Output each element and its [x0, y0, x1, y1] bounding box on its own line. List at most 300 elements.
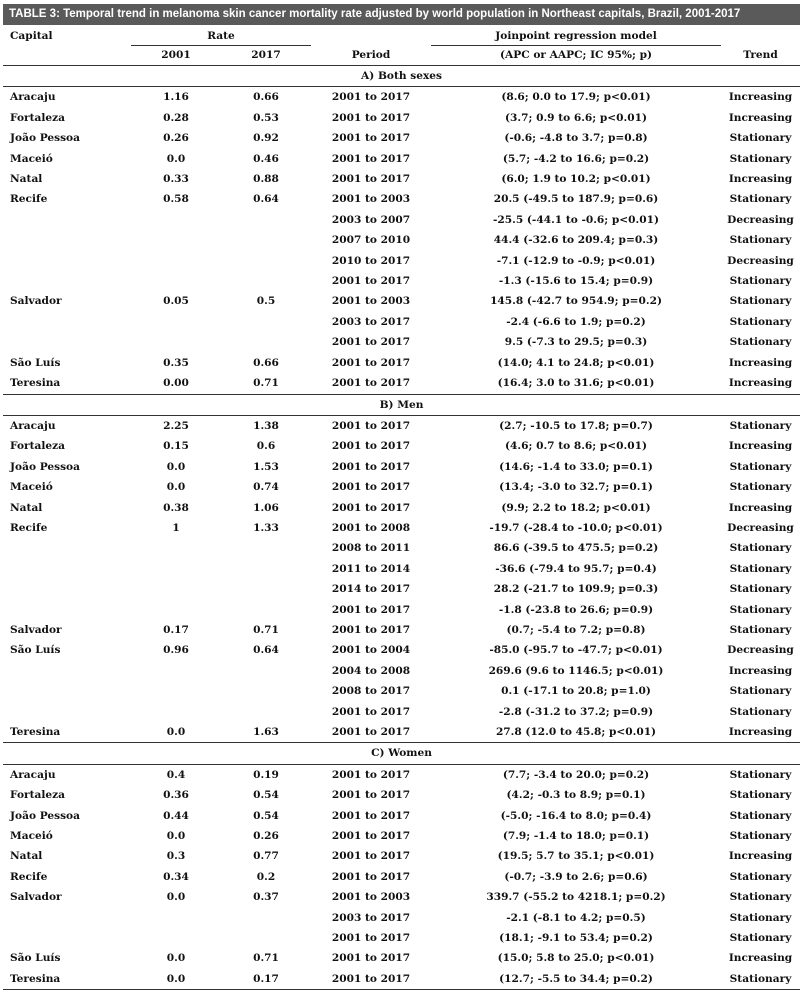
cell-rate-2001 [131, 908, 221, 928]
cell-period: 2001 to 2017 [331, 91, 411, 104]
table-row [3, 457, 800, 477]
cell-trend: Stationary [721, 969, 800, 990]
cell-rate-2017 [221, 271, 311, 291]
table-row [3, 332, 800, 352]
cell-rate-2001 [131, 271, 221, 291]
cell-period: 2001 to 2017 [331, 501, 411, 514]
cell-capital [3, 681, 131, 701]
header-apc: (APC or AAPC; IC 95%; p) [431, 46, 721, 66]
cell-rate-2001: 1.16 [163, 91, 189, 104]
cell-rate-2001: 0.0 [166, 460, 186, 473]
cell-capital [3, 210, 131, 230]
table-row [3, 702, 800, 722]
cell-rate-2017: 0.71 [253, 952, 279, 965]
cell-trend: Stationary [729, 542, 792, 555]
cell-rate-2001: 0.33 [163, 173, 189, 186]
table-row [3, 477, 800, 497]
cell-rate-2001: 0.36 [163, 789, 189, 802]
cell-trend: Stationary [729, 193, 792, 206]
cell-rate-2001: 0.44 [163, 809, 189, 822]
cell-rate-2017 [221, 908, 311, 928]
cell-trend: Stationary [729, 911, 792, 924]
cell-rate-2001: 0.38 [163, 501, 189, 514]
table-row [3, 785, 800, 805]
cell-rate-2001 [131, 600, 221, 620]
cell-apc: 145.8 (-42.7 to 954.9; p=0.2) [490, 295, 662, 308]
table-row [3, 826, 800, 846]
cell-capital: Salvador [10, 295, 62, 308]
cell-apc: (-0.7; -3.9 to 2.6; p=0.6) [504, 870, 648, 883]
cell-capital [3, 661, 131, 681]
cell-period: 2001 to 2017 [331, 152, 411, 165]
cell-apc: -7.1 (-12.9 to -0.9; p<0.01) [496, 254, 656, 267]
cell-capital [3, 579, 131, 599]
cell-rate-2017 [221, 559, 311, 579]
cell-rate-2017: 0.77 [253, 850, 279, 863]
table-row [3, 149, 800, 169]
cell-trend: Increasing [728, 850, 793, 863]
cell-period: 2001 to 2017 [331, 952, 411, 965]
cell-period: 2001 to 2017 [331, 481, 411, 494]
cell-rate-2001: 0.0 [131, 969, 221, 990]
cell-capital: Fortaleza [10, 789, 65, 802]
cell-apc: (-0.6; -4.8 to 3.7; p=0.8) [504, 132, 648, 145]
cell-rate-2017: 0.54 [253, 789, 279, 802]
cell-trend: Increasing [728, 952, 793, 965]
cell-apc: -25.5 (-44.1 to -0.6; p<0.01) [493, 213, 659, 226]
cell-apc: 339.7 (-55.2 to 4218.1; p=0.2) [486, 891, 666, 904]
header-trend: Trend [721, 46, 800, 66]
cell-capital: Teresina [3, 969, 131, 990]
cell-capital: Salvador [10, 891, 62, 904]
cell-rate-2017 [221, 681, 311, 701]
cell-rate-2017 [221, 579, 311, 599]
cell-capital: João Pessoa [10, 132, 80, 145]
cell-period: 2003 to 2007 [331, 213, 411, 226]
cell-period: 2001 to 2017 [331, 830, 411, 843]
cell-capital: São Luís [10, 952, 61, 965]
cell-trend: Stationary [729, 481, 792, 494]
mortality-trend-table [3, 27, 800, 990]
table-row [3, 108, 800, 128]
cell-capital: Natal [10, 501, 43, 514]
cell-period: 2001 to 2017 [331, 726, 411, 738]
cell-period: 2001 to 2017 [331, 870, 411, 883]
table-row [3, 169, 800, 189]
cell-period: 2001 to 2004 [331, 644, 411, 657]
cell-capital: Recife [10, 193, 48, 206]
table-row [3, 559, 800, 579]
cell-rate-2017: 0.54 [253, 809, 279, 822]
cell-period: 2001 to 2017 [331, 705, 411, 718]
cell-capital [3, 312, 131, 332]
cell-rate-2017: 0.71 [253, 377, 279, 390]
cell-trend: Decreasing [727, 254, 794, 267]
cell-period: 2008 to 2017 [331, 685, 411, 698]
cell-period: 2010 to 2017 [331, 254, 411, 267]
table-row [3, 969, 800, 990]
cell-capital [3, 559, 131, 579]
cell-rate-2001: 0.34 [163, 870, 189, 883]
cell-rate-2001: 0.3 [166, 850, 186, 863]
cell-rate-2001: 0.35 [163, 356, 189, 369]
cell-rate-2001 [131, 579, 221, 599]
table-row [3, 928, 800, 948]
cell-period: 2008 to 2011 [331, 542, 411, 555]
cell-capital: Fortaleza [10, 440, 65, 453]
cell-apc: -2.1 (-8.1 to 4.2; p=0.5) [506, 911, 646, 924]
cell-period: 2001 to 2017 [311, 969, 431, 990]
cell-trend: Stationary [729, 132, 792, 145]
table-body [3, 66, 800, 990]
table-row [3, 887, 800, 907]
cell-capital: Fortaleza [10, 111, 65, 124]
cell-trend: Stationary [729, 891, 792, 904]
cell-trend: Stationary [729, 623, 792, 636]
header-year-2017: 2017 [221, 46, 311, 66]
cell-apc: 86.6 (-39.5 to 475.5; p=0.2) [493, 542, 659, 555]
cell-capital [3, 928, 131, 948]
cell-period: 2001 to 2017 [331, 809, 411, 822]
cell-period: 2001 to 2003 [331, 891, 411, 904]
cell-period: 2001 to 2017 [331, 603, 411, 616]
cell-trend: Decreasing [727, 213, 794, 226]
table-row [3, 908, 800, 928]
section-label: A) Both sexes [3, 66, 800, 87]
cell-period: 2001 to 2017 [331, 132, 411, 145]
cell-rate-2017: 1.63 [253, 726, 279, 738]
cell-trend: Stationary [729, 234, 792, 247]
cell-period: 2003 to 2017 [331, 911, 411, 924]
cell-apc: 20.5 (-49.5 to 187.9; p=0.6) [493, 193, 659, 206]
cell-rate-2017: 0.17 [221, 969, 311, 990]
cell-trend: Stationary [729, 583, 792, 596]
table-row [3, 312, 800, 332]
cell-rate-2001 [131, 928, 221, 948]
cell-rate-2001 [131, 332, 221, 352]
cell-rate-2017: 0.19 [253, 768, 279, 781]
cell-apc: (13.4; -3.0 to 32.7; p=0.1) [499, 481, 653, 494]
cell-capital: Maceió [10, 152, 53, 165]
cell-trend: Increasing [728, 501, 793, 514]
cell-trend: Decreasing [727, 521, 794, 534]
cell-rate-2017: 0.88 [253, 173, 279, 186]
table-row [3, 373, 800, 394]
cell-rate-2017: 0.6 [256, 440, 276, 453]
cell-apc: (6.0; 1.9 to 10.2; p<0.01) [501, 173, 651, 186]
cell-apc: (3.7; 0.9 to 6.6; p<0.01) [505, 111, 647, 124]
cell-apc: (14.0; 4.1 to 24.8; p<0.01) [497, 356, 655, 369]
cell-rate-2017 [221, 251, 311, 271]
cell-period: 2001 to 2003 [331, 193, 411, 206]
cell-rate-2001: 0.15 [163, 440, 189, 453]
cell-trend: Stationary [729, 315, 792, 328]
table-row [3, 600, 800, 620]
cell-rate-2017 [221, 702, 311, 722]
cell-apc: (16.4; 3.0 to 31.6; p<0.01) [497, 377, 655, 390]
table-title: TABLE 3: Temporal trend in melanoma skin cancer mortality rate adjusted by world population in Northeast capitals, Brazil, 2001-2017 [3, 4, 800, 25]
cell-trend: Stationary [729, 830, 792, 843]
cell-capital [3, 538, 131, 558]
cell-capital: São Luís [10, 356, 61, 369]
cell-capital: Maceió [10, 481, 53, 494]
cell-rate-2001 [131, 230, 221, 250]
cell-rate-2001 [131, 681, 221, 701]
cell-rate-2001 [131, 312, 221, 332]
cell-rate-2017 [221, 928, 311, 948]
table-row [3, 722, 800, 743]
table-row [3, 640, 800, 660]
cell-trend: Increasing [728, 111, 793, 124]
cell-apc: 27.8 (12.0 to 45.8; p<0.01) [495, 726, 657, 738]
table-row [3, 87, 800, 108]
table-row [3, 681, 800, 701]
cell-rate-2001: 0.0 [166, 481, 186, 494]
cell-trend: Stationary [729, 870, 792, 883]
table-row [3, 210, 800, 230]
cell-apc: (9.9; 2.2 to 18.2; p<0.01) [501, 501, 651, 514]
cell-apc: -36.6 (-79.4 to 95.7; p=0.4) [495, 562, 657, 575]
cell-rate-2001: 0.96 [163, 644, 189, 657]
cell-apc: (15.0; 5.8 to 25.0; p<0.01) [497, 952, 655, 965]
cell-trend: Decreasing [727, 644, 794, 657]
cell-rate-2001: 2.25 [163, 419, 189, 432]
cell-capital [3, 271, 131, 291]
cell-trend: Increasing [728, 377, 793, 390]
section-header [3, 66, 800, 87]
cell-rate-2017: 1.38 [253, 419, 279, 432]
table-row [3, 230, 800, 250]
cell-rate-2017: 0.74 [253, 481, 279, 494]
cell-rate-2017: 0.2 [256, 870, 276, 883]
cell-rate-2017: 0.66 [253, 356, 279, 369]
cell-rate-2001 [131, 559, 221, 579]
cell-period: 2003 to 2017 [331, 315, 411, 328]
table-row [3, 846, 800, 866]
cell-rate-2017: 0.53 [253, 111, 279, 124]
cell-rate-2001: 0.0 [166, 952, 186, 965]
cell-period: 2001 to 2017 [331, 336, 411, 349]
cell-rate-2001: 0.58 [163, 193, 189, 206]
cell-period: 2001 to 2017 [331, 850, 411, 863]
cell-trend: Stationary [729, 152, 792, 165]
cell-period: 2001 to 2017 [331, 275, 411, 288]
table-row [3, 948, 800, 968]
cell-capital: Salvador [10, 623, 62, 636]
table-row [3, 518, 800, 538]
table-row [3, 579, 800, 599]
table-row [3, 271, 800, 291]
cell-apc: (4.6; 0.7 to 8.6; p<0.01) [505, 440, 647, 453]
cell-apc: (4.2; -0.3 to 8.9; p=0.1) [506, 789, 646, 802]
cell-apc: -1.3 (-15.6 to 15.4; p=0.9) [498, 275, 654, 288]
cell-period: 2001 to 2017 [331, 932, 411, 945]
cell-trend: Stationary [729, 275, 792, 288]
cell-capital [3, 251, 131, 271]
cell-rate-2001 [131, 661, 221, 681]
cell-apc: (19.5; 5.7 to 35.1; p<0.01) [497, 850, 655, 863]
cell-apc: -2.8 (-31.2 to 37.2; p=0.9) [498, 705, 654, 718]
section-header [3, 743, 800, 764]
cell-capital: Teresina [10, 377, 61, 390]
cell-period: 2007 to 2010 [331, 234, 411, 247]
table-row [3, 251, 800, 271]
table-row [3, 498, 800, 518]
cell-rate-2001 [131, 210, 221, 230]
cell-trend: Stationary [729, 705, 792, 718]
cell-capital [3, 908, 131, 928]
cell-rate-2017: 0.66 [253, 91, 279, 104]
cell-capital: Recife [10, 521, 48, 534]
cell-trend: Increasing [728, 173, 793, 186]
cell-rate-2001: 0.28 [163, 111, 189, 124]
cell-rate-2001 [131, 702, 221, 722]
cell-capital: Maceió [10, 830, 53, 843]
cell-rate-2001: 0.17 [163, 623, 189, 636]
cell-apc: 0.1 (-17.1 to 20.8; p=1.0) [501, 685, 651, 698]
cell-period: 2001 to 2017 [331, 173, 411, 186]
table-row [3, 661, 800, 681]
cell-capital: Teresina [10, 726, 61, 738]
cell-trend: Increasing [728, 726, 793, 738]
table-row [3, 291, 800, 311]
cell-period: 2014 to 2017 [331, 583, 411, 596]
cell-rate-2001: 0.0 [166, 726, 186, 738]
cell-trend: Stationary [729, 295, 792, 308]
cell-rate-2017: 0.92 [253, 132, 279, 145]
cell-capital [3, 702, 131, 722]
table-row [3, 128, 800, 148]
cell-rate-2017: 0.5 [256, 295, 276, 308]
cell-period: 2001 to 2017 [331, 377, 411, 390]
cell-trend: Stationary [729, 460, 792, 473]
cell-rate-2017: 0.37 [253, 891, 279, 904]
cell-apc: (7.7; -3.4 to 20.0; p=0.2) [502, 768, 650, 781]
cell-rate-2017: 0.64 [253, 193, 279, 206]
header-capital: Capital [10, 30, 53, 42]
cell-trend: Increasing [728, 664, 793, 677]
cell-trend: Stationary [729, 685, 792, 698]
section-header [3, 394, 800, 415]
cell-capital [3, 332, 131, 352]
cell-capital [3, 230, 131, 250]
cell-capital: Aracaju [10, 768, 56, 781]
cell-capital: João Pessoa [10, 809, 80, 822]
cell-rate-2001 [131, 538, 221, 558]
cell-rate-2017 [221, 210, 311, 230]
cell-capital: Aracaju [10, 91, 56, 104]
table-row [3, 620, 800, 640]
section-label: B) Men [3, 394, 800, 415]
cell-period: 2001 to 2017 [331, 623, 411, 636]
table-row [3, 764, 800, 785]
cell-apc: (0.7; -5.4 to 7.2; p=0.8) [506, 623, 646, 636]
cell-trend: Stationary [729, 932, 792, 945]
cell-apc: -2.4 (-6.6 to 1.9; p=0.2) [506, 315, 646, 328]
cell-apc: 9.5 (-7.3 to 29.5; p=0.3) [504, 336, 648, 349]
cell-period: 2001 to 2017 [331, 440, 411, 453]
table-row [3, 538, 800, 558]
cell-rate-2001: 0.05 [163, 295, 189, 308]
cell-rate-2001: 0.26 [163, 132, 189, 145]
cell-rate-2001: 0.00 [163, 377, 189, 390]
table-row [3, 806, 800, 826]
cell-capital [3, 600, 131, 620]
cell-period: 2001 to 2003 [331, 295, 411, 308]
cell-rate-2017: 1.53 [253, 460, 279, 473]
cell-capital: Recife [10, 870, 48, 883]
cell-period: 2001 to 2017 [331, 356, 411, 369]
cell-period: 2001 to 2017 [331, 111, 411, 124]
cell-rate-2001: 0.0 [166, 830, 186, 843]
cell-rate-2017 [221, 230, 311, 250]
cell-rate-2017: 1.06 [253, 501, 279, 514]
header-year-2001: 2001 [131, 46, 221, 66]
cell-capital: Aracaju [10, 419, 56, 432]
cell-rate-2017: 0.64 [253, 644, 279, 657]
cell-rate-2017 [221, 332, 311, 352]
cell-rate-2017: 0.46 [253, 152, 279, 165]
cell-trend: Stationary [729, 336, 792, 349]
cell-apc: 269.6 (9.6 to 1146.5; p<0.01) [488, 664, 664, 677]
cell-rate-2017: 0.26 [253, 830, 279, 843]
cell-rate-2001: 1 [172, 521, 180, 534]
table-row [3, 415, 800, 436]
cell-trend: Increasing [728, 356, 793, 369]
cell-apc: (18.1; -9.1 to 53.4; p=0.2) [499, 932, 653, 945]
cell-rate-2017 [221, 661, 311, 681]
cell-capital: Natal [10, 850, 43, 863]
cell-period: 2001 to 2017 [331, 789, 411, 802]
cell-period: 2001 to 2017 [331, 419, 411, 432]
cell-trend: Stationary [729, 562, 792, 575]
cell-apc: 28.2 (-21.7 to 109.9; p=0.3) [493, 583, 659, 596]
cell-apc: (5.7; -4.2 to 16.6; p=0.2) [502, 152, 650, 165]
table-row [3, 353, 800, 373]
cell-rate-2017 [221, 600, 311, 620]
cell-apc: (12.7; -5.5 to 34.4; p=0.2) [431, 969, 721, 990]
cell-rate-2001: 0.0 [166, 891, 186, 904]
cell-apc: -1.8 (-23.8 to 26.6; p=0.9) [498, 603, 654, 616]
table-row [3, 436, 800, 456]
cell-period: 2001 to 2017 [331, 460, 411, 473]
cell-rate-2001 [131, 251, 221, 271]
cell-rate-2001: 0.4 [166, 768, 186, 781]
cell-apc: (8.6; 0.0 to 17.9; p<0.01) [501, 91, 651, 104]
cell-trend: Stationary [729, 789, 792, 802]
cell-apc: -19.7 (-28.4 to -10.0; p<0.01) [489, 521, 663, 534]
cell-capital: João Pessoa [10, 460, 80, 473]
cell-trend: Increasing [728, 91, 793, 104]
cell-period: 2001 to 2008 [331, 521, 411, 534]
cell-apc: (-5.0; -16.4 to 8.0; p=0.4) [500, 809, 652, 822]
cell-rate-2001: 0.0 [166, 152, 186, 165]
table-row [3, 189, 800, 209]
cell-capital: São Luís [10, 644, 61, 657]
cell-trend: Stationary [729, 768, 792, 781]
cell-period: 2001 to 2017 [331, 768, 411, 781]
cell-trend: Increasing [728, 440, 793, 453]
cell-trend: Stationary [729, 419, 792, 432]
header-rate: Rate [207, 30, 235, 42]
cell-rate-2017: 1.33 [253, 521, 279, 534]
cell-period: 2011 to 2014 [331, 562, 411, 575]
cell-rate-2017 [221, 538, 311, 558]
cell-apc: (7.9; -1.4 to 18.0; p=0.1) [502, 830, 650, 843]
table-row [3, 867, 800, 887]
cell-apc: (2.7; -10.5 to 17.8; p=0.7) [499, 419, 653, 432]
cell-capital: Natal [10, 173, 43, 186]
